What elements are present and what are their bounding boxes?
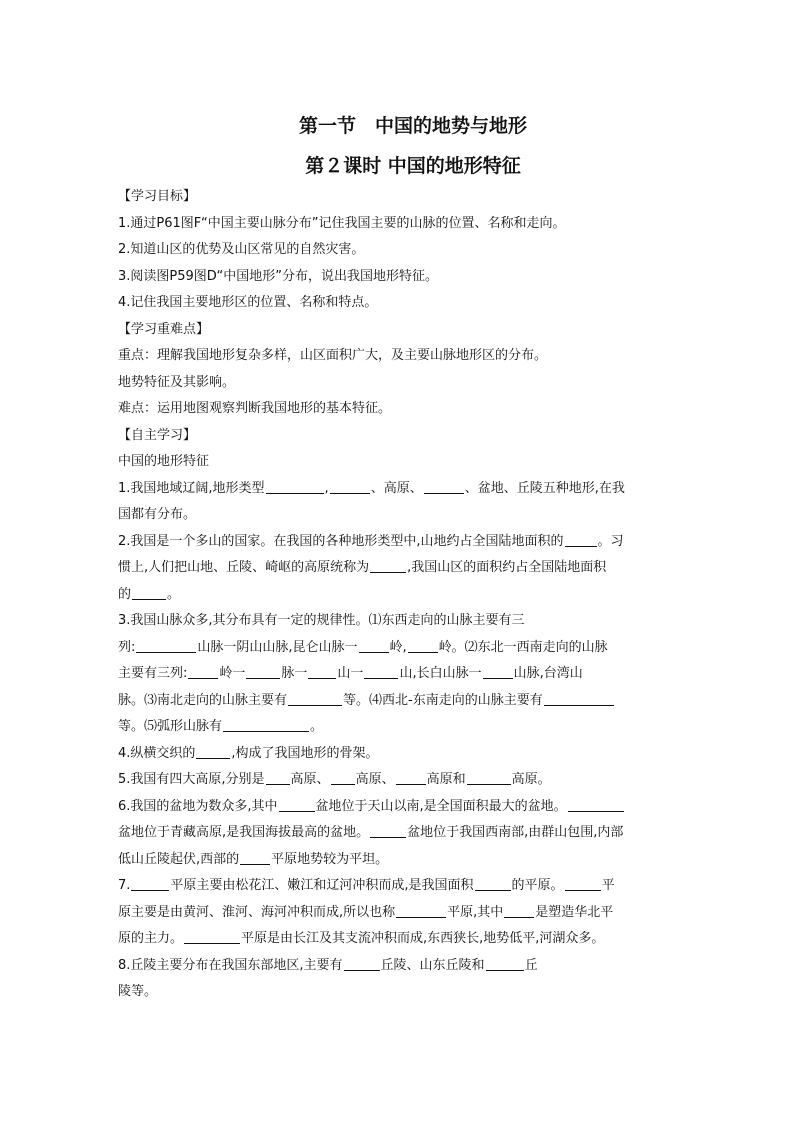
question-8-line-2: 陵等。 [118, 984, 158, 999]
self-study-subtitle: 中国的地形特征 [118, 454, 210, 469]
self-study-heading: 【自主学习】 [118, 427, 197, 443]
key-point: 重点：理解我国地形复杂多样，山区面积广大，及主要山脉地形区的分布。 [118, 348, 548, 363]
answer-blank[interactable] [370, 558, 406, 573]
key-point: 地势特征及其影响。 [118, 374, 236, 390]
answer-blank[interactable] [308, 664, 336, 679]
question-3-line-3: 主要有三列: 岭一 脉一 山一 山,长白山脉一 山脉,台湾山 [118, 666, 583, 681]
answer-blank[interactable] [136, 638, 196, 653]
answer-blank[interactable] [396, 903, 446, 918]
answer-blank[interactable] [359, 638, 389, 653]
answer-blank[interactable] [331, 770, 355, 785]
answer-blank[interactable] [223, 717, 309, 732]
question-7-line-3: 原的主力。 平原是由长江及其支流冲积而成,东西狭长,地势低平,河湖众多。 [118, 931, 605, 946]
question-4: 4.纵横交织的 ,构成了我国地形的骨架。 [118, 745, 379, 761]
question-2-line-1: 2.我国是一个多山的国家。在我国的各种地形类型中,山地约占全国陆地面积的 。习 [118, 533, 624, 549]
question-6-line-1: 6.我国的盆地为数众多,其中 盆地位于天山以南,是全国面积最大的盆地。 [118, 794, 678, 821]
answer-blank[interactable] [467, 770, 511, 785]
answer-blank[interactable] [565, 876, 601, 891]
answer-blank[interactable] [568, 797, 624, 812]
objective-item: 1.通过P61图F“中国主要山脉分布”记住我国主要的山脉的位置、名称和走向。 [118, 215, 566, 231]
answer-blank[interactable] [504, 903, 534, 918]
question-5: 5.我国有四大高原,分别是 高原、 高原、 高原和 高原。 [118, 772, 551, 787]
answer-blank[interactable] [475, 876, 511, 891]
answer-blank[interactable] [344, 956, 380, 971]
answer-blank[interactable] [486, 956, 524, 971]
answer-blank[interactable] [330, 479, 370, 494]
question-7-line-1: 7. 平原主要由松花江、嫩江和辽河冲积而成,是我国面积 的平原。 平 [118, 878, 615, 893]
answer-blank[interactable] [396, 770, 426, 785]
answer-blank[interactable] [240, 850, 270, 865]
answer-blank[interactable] [132, 585, 166, 600]
question-3-line-4: 脉。⑶南北走向的山脉主要有 等。⑷西北-东南走向的山脉主要有 [118, 688, 678, 715]
key-point: 难点：运用地图观察判断我国地形的基本特征。 [118, 401, 392, 416]
answer-blank[interactable] [370, 823, 406, 838]
answer-blank[interactable] [246, 664, 280, 679]
objective-item: 2.知道山区的优势及山区常见的自然灾害。 [118, 242, 365, 257]
question-3-line-1: 3.我国山脉众多,其分布具有一定的规律性。⑴东西走向的山脉主要有三 [118, 613, 525, 628]
answer-blank[interactable] [424, 479, 464, 494]
answer-blank[interactable] [279, 797, 315, 812]
question-2-line-3: 的 。 [118, 586, 181, 602]
question-8-line-1: 8.丘陵主要分布在我国东部地区,主要有 丘陵、山东丘陵和 丘 [118, 957, 538, 973]
objective-item: 3.阅读图P59图D“中国地形”分布，说出我国地形特征。 [118, 268, 438, 284]
worksheet-page [118, 110, 678, 1006]
objectives-heading: 【学习目标】 [118, 189, 197, 204]
question-1-line-2: 国都有分布。 [118, 507, 197, 522]
answer-blank[interactable] [196, 744, 230, 759]
answer-blank[interactable] [266, 770, 290, 785]
answer-blank[interactable] [188, 664, 218, 679]
question-1-line-1: 1.我国地域辽阔,地形类型 , 、高原、 、盆地、丘陵五种地形,在我 [118, 480, 625, 496]
question-6-line-3: 低山丘陵起伏,西部的 平原地势较为平坦。 [118, 851, 389, 867]
question-3-line-2: 列: 山脉一阴山山脉,昆仑山脉一 岭, 岭。⑵东北一西南走向的山脉 [118, 639, 608, 655]
answer-blank[interactable] [408, 638, 438, 653]
question-2-line-2: 惯上,人们把山地、丘陵、崎岖的高原统称为 ,我国山区的面积约占全国陆地面积 [118, 560, 607, 575]
question-6-line-2: 盆地位于青藏高原,是我国海拔最高的盆地。 盆地位于我国西南部,由群山包围,内部 [118, 825, 624, 840]
answer-blank[interactable] [483, 664, 513, 679]
objective-item: 4.记住我国主要地形区的位置、名称和特点。 [118, 295, 378, 310]
answer-blank[interactable] [131, 876, 169, 891]
answer-blank[interactable] [544, 691, 614, 706]
answer-blank[interactable] [266, 479, 324, 494]
lesson-title: 第２课时 中国的地形特征 [305, 155, 521, 177]
answer-blank[interactable] [184, 929, 240, 944]
answer-blank[interactable] [364, 664, 398, 679]
main-title: 第一节 中国的地势与地形 [298, 115, 527, 137]
question-3-line-5: 等。⑸弧形山脉有 。 [118, 719, 324, 734]
answer-blank[interactable] [565, 532, 597, 547]
question-7-line-2: 原主要是由黄河、淮河、海河冲积而成,所以也称 平原,其中 是塑造华北平 [118, 904, 614, 920]
answer-blank[interactable] [288, 691, 342, 706]
key-points-heading: 【学习重难点】 [118, 321, 210, 337]
